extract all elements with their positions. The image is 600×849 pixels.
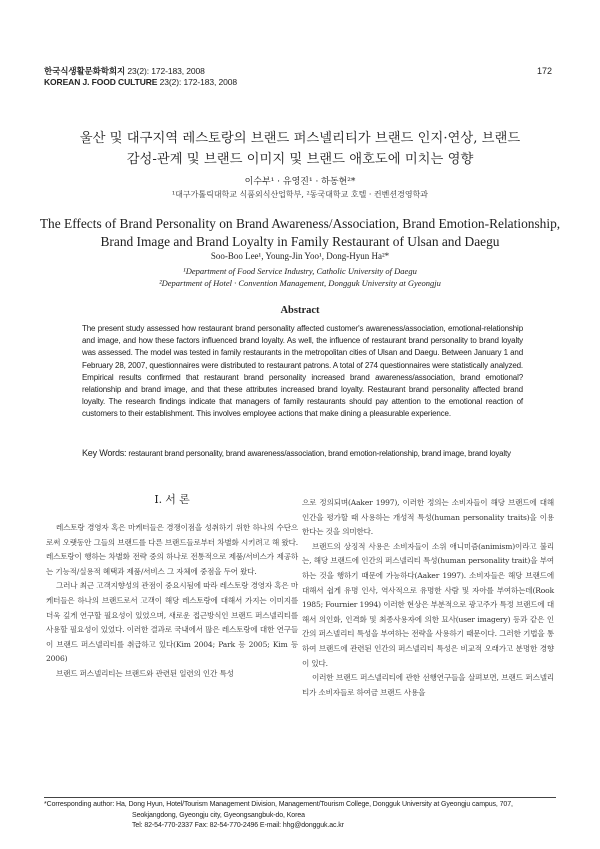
authors-korean: 이수부¹ · 유영진¹ · 하동현²*: [244, 177, 356, 187]
affiliation-english-1: ¹Department of Food Service Industry, Catholic University of Daegu: [183, 266, 417, 276]
abstract-heading: Abstract: [280, 305, 320, 316]
paragraph: 브랜드 퍼스넬리티는 브랜드와 관련된 일련의 인간 특성: [56, 668, 234, 678]
paragraph: 그러나 최근 고객지향성의 관점이 중요시됨에 따라 레스토랑 경영자 혹은 마케터들은 하나의 브랜드로서 고객이 해당 레스토랑에 대해서 가지는 이미지를 더욱 깊게 연구할 필요성이 있었으며, 새로운 접근방식인 브랜드 퍼스넬리티를 사용할 필요성이 있었다. 이러한 결과로 국내에서 많은 레스토랑에 대한 연구들이 브랜드 퍼스넬리티를 취급하고 있다(Kim 2004; Park 등 2005; Kim 등 2006): [46, 581, 298, 664]
journal-citation-en: 23(2): 172-183, 2008: [159, 77, 238, 87]
title-english: [30, 215, 570, 251]
body-column-left: [46, 492, 298, 682]
title-english-line-2: Brand Image and Brand Loyalty in Family Restaurant of Ulsan and Daegu: [100, 234, 500, 249]
title-korean: [40, 128, 560, 170]
paragraph: 브랜드의 상징적 사용은 소비자들이 소위 애니미즘(animism)이라고 불리는, 해당 브랜드에 인간의 퍼스넬리티 특성(human personality trait)을 부여하는 것을 행하기 때문에 가능하다(Aaker 1997). 소비자들은 해당 브랜드에 대해서 쉽게 유명 인사, 역사적으로 유명한 사람 및 자아를 부여하는데(Rook 1985; Fournier 1994) 이러한 현상은 부분적으로 광고주가 특정 브랜드에 대해서 의인화, 인격화 및 최종사용자에 의한 묘사(user imagery) 등과 같은 인간의 퍼스넬리티 특성을 부여하는 전략을 사용하기 때문이다. 그러한 기법을 통하여 브랜드에 관련된 인간의 퍼스넬리티 특성은 비교적 오래가고 분명한 경향이 있다.: [302, 541, 554, 668]
footnote-line-3: Tel: 82-54-770-2337 Fax: 82-54-770-2496 E-mail: hhg@dongguk.ac.kr: [132, 822, 344, 829]
paragraph: 레스토랑 경영자 혹은 마케터들은 경쟁이점을 성취하기 위한 하나의 수단으로써 오랫동안 그들의 브랜드를 다른 브랜드들로부터 차별화 시키려고 해 왔다. 레스토랑이 행하는 차별화 전략 중의 하나로 전통적으로 제품/서비스가 제공하는 기능적/실용적 혜택과 제품/서비스 그 자체에 중점을 두어 왔다.: [46, 523, 298, 576]
journal-header: [44, 66, 237, 88]
keywords-label: Key Words:: [82, 448, 127, 458]
body-column-right: [302, 496, 554, 700]
page-number: 172: [536, 66, 552, 76]
affiliations-korean: ¹대구가톨릭대학교 식품외식산업학부, ²동국대학교 호텔 · 컨벤션경영학과: [171, 190, 429, 199]
journal-name-en: KOREAN J. FOOD CULTURE: [44, 77, 158, 87]
paragraph: 으로 정의되며(Aaker 1997), 이러한 정의는 소비자들이 해당 브랜드에 대해 인간을 평가할 때 사용하는 개성적 특성(human personality traits)을 이용한다는 것을 의미한다.: [302, 498, 554, 537]
title-korean-line-1: 울산 및 대구지역 레스토랑의 브랜드 퍼스넬리티가 브랜드 인지·연상, 브랜드: [79, 131, 521, 146]
keywords: [82, 447, 523, 460]
paragraph: 이러한 브랜드 퍼스넬리티에 관한 선행연구들을 살펴보면, 브랜드 퍼스넬리티가 소비자들로 하여금 브랜드 사용을: [302, 673, 554, 697]
footnote-line-2: Seokjangdong, Gyeongju city, Gyeongsangbuk-do, Korea: [132, 811, 305, 819]
section-heading-introduction: I. 서 론: [154, 493, 190, 506]
abstract-body: The present study assessed how restaurant brand personality affected customer's awareness/association, emotional-relationship and image, and how these factors influenced brand loyalty. As well, the influence of restaurant brand personality to brand loyalty was assessed. The model was tested in family restaurants in the metropolitan cities of Ulsan and Daegu. Between January 1 and February 28, 2007, questionnaires were distributed to restaurant patrons. A total of 274 questionnaires were statistically analyzed. Empirical results confirmed that restaurant brand personality increased brand awareness/association, brand emotional?relationship and brand image, and that these attributes increased brand loyalty. Restaurant brand personality affected brand loyalty. The research findings indicate that managers of family restaurants should pay attention to the emotional reaction of customers to their establishment. This involves employee actions that make dining a pleasurable experience.: [82, 324, 523, 419]
corresponding-author-footnote: [44, 800, 564, 832]
title-korean-line-2: 감성-관계 및 브랜드 이미지 및 브랜드 애호도에 미치는 영향: [126, 152, 474, 167]
journal-name-kr: 한국식생활문화학회지: [44, 66, 126, 76]
journal-citation-kr: 23(2): 172-183, 2008: [127, 66, 205, 76]
authors-english: Soo-Boo Lee¹, Young-Jin Yoo¹, Dong-Hyun Ha²*: [210, 251, 390, 261]
footnote-line-1: *Corresponding author: Ha, Dong Hyun, Hotel/Tourism Management Division, Management/Tourism College, Dongguk University at Gyeongju campus, 707,: [44, 801, 513, 808]
title-english-line-1: The Effects of Brand Personality on Brand Awareness/Association, Brand Emotion-Relationship,: [39, 216, 561, 231]
keywords-text: restaurant brand personality, brand awareness/association, brand emotion-relationship, brand image, brand loyalty: [128, 449, 511, 458]
affiliation-english-2: ²Department of Hotel · Convention Management, Dongguk University at Gyeongju: [159, 278, 441, 288]
footnote-divider: [44, 797, 556, 798]
